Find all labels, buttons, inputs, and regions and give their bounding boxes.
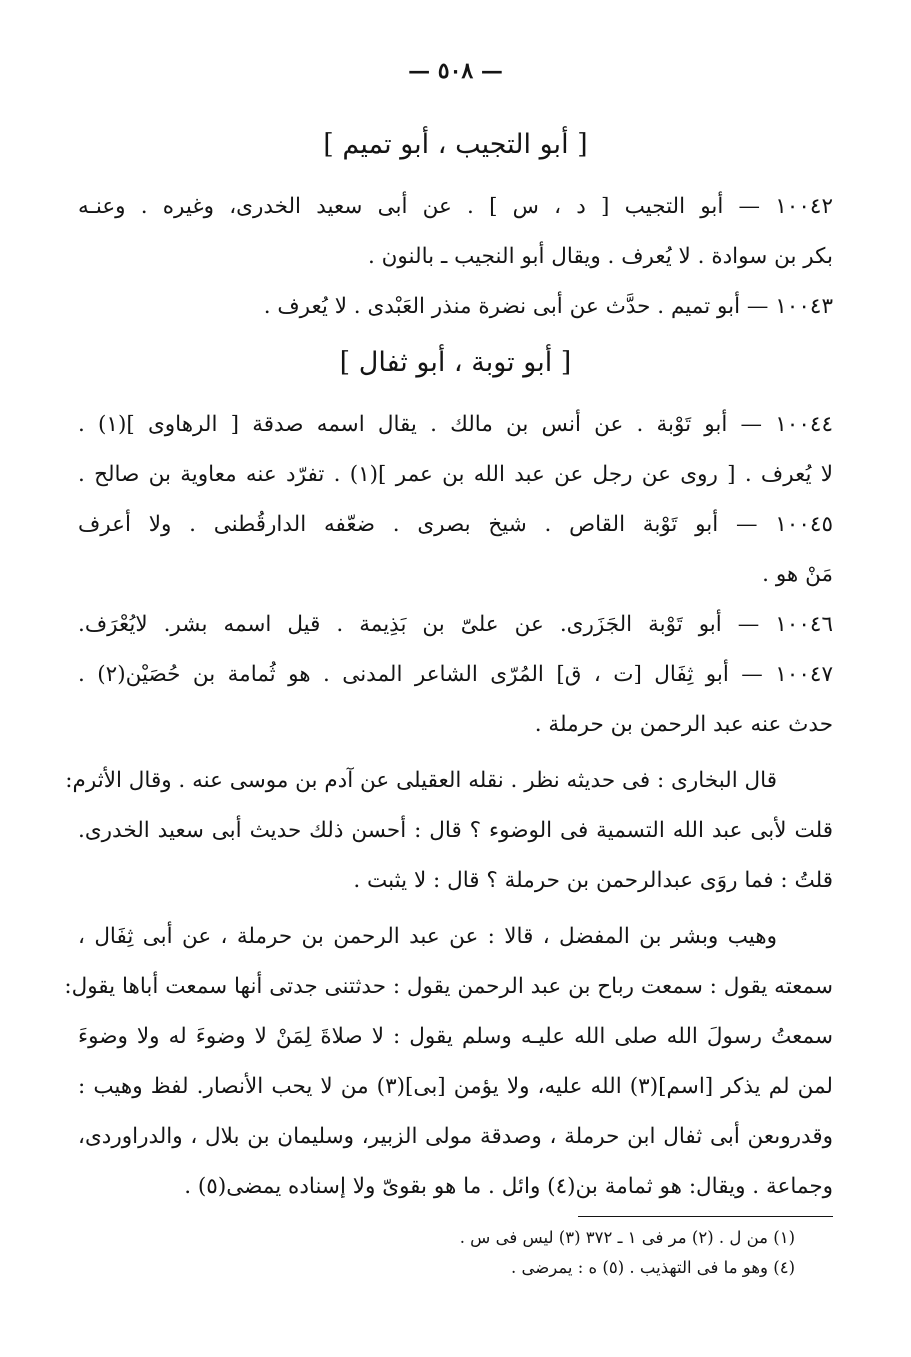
section-heading: [ أبو التجيب ، أبو تميم ] xyxy=(323,129,588,160)
entry-10045-line-1: ١٠٠٤٥ — أبو تَوْبة القاص . شيخ بصرى . ضعّفه الدارقُطنى . ولا أعرف xyxy=(78,512,833,537)
footnote-line-2: (٤) وهو ما فى التهذيب . (٥) ه : يمرضى . xyxy=(510,1258,795,1277)
entry-10044-line-2: لا يُعرف . [ روى عن رجل عن عبد الله بن عمر ](١) . تفرّد عنه معاوية بن صالح . xyxy=(78,462,833,487)
commentary-line-2: قلت لأبى عبد الله التسمية فى الوضوء ؟ قال : أحسن ذلك حديث أبى سعيد الخدرى. xyxy=(78,818,833,843)
entry-10043: ١٠٠٤٣ — أبو تميم . حدَّث عن أبى نضرة منذر العَبْدى . لا يُعرف . xyxy=(263,294,833,319)
commentary-line-8: وقدروىعن أبى ثفال ابن حرملة ، وصدقة مولى الزبير، وسليمان بن بلال ، والدراوردى، xyxy=(78,1124,833,1149)
commentary-line-7: لمن لم يذكر [اسم](٣) الله عليه، ولا يؤمن [بى](٣) من لا يحب الأنصار. لفظ وهيب : xyxy=(78,1074,833,1099)
commentary-line-4: وهيب وبشر بن المفضل ، قالا : عن عبد الرحمن بن حرملة ، عن أبى ثِفَال ، xyxy=(78,924,777,949)
entry-10047-line-2: حدث عنه عبد الرحمن بن حرملة . xyxy=(534,712,833,737)
commentary-line-9: وجماعة . ويقال: هو ثمامة بن(٤) وائل . ما هو بقوىّ ولا إسناده يمضى(٥) . xyxy=(184,1174,833,1199)
section-heading: [ أبو توبة ، أبو ثفال ] xyxy=(339,347,572,378)
entry-10046: ١٠٠٤٦ — أبو تَوْبة الجَزَرى. عن علىّ بن بَذِيمة . قيل اسمه بشر. لايُعْرَف. xyxy=(78,612,833,637)
entry-10042-line-2: بكر بن سوادة . لا يُعرف . ويقال أبو النجيب ـ بالنون . xyxy=(367,244,833,269)
page-number: — ٥٠٨ — xyxy=(408,58,503,84)
footnote-divider xyxy=(578,1216,833,1217)
section-abu-tajib xyxy=(78,122,833,332)
section-abu-tawba xyxy=(64,340,833,1212)
entry-10042-line-1: ١٠٠٤٢ — أبو التجيب [ د ، س ] . عن أبى سعيد الخدرى، وغيره . وعنـه xyxy=(78,194,833,219)
commentary-line-1: قال البخارى : فى حديثه نظر . نقله العقيلى عن آدم بن موسى عنه . وقال الأثرم: xyxy=(65,768,777,793)
commentary-line-6: سمعتُ رسولَ الله صلى الله عليـه وسلم يقول : لا صلاةَ لِمَنْ لا وضوءَ له ولا وضوءَ xyxy=(78,1024,833,1049)
entry-10045-line-2: مَنْ هو . xyxy=(762,562,833,587)
entry-10047-line-1: ١٠٠٤٧ — أبو ثِفَال [ت ، ق] المُرّى الشاعر المدنى . هو ثُمامة بن حُصَيْن(٢) . xyxy=(78,662,833,687)
commentary-line-3: قلتُ : فما روَى عبدالرحمن بن حرملة ؟ قال : لا يثبت . xyxy=(353,868,833,893)
entry-10044-line-1: ١٠٠٤٤ — أبو تَوْبة . عن أنس بن مالك . يقال اسمه صدقة [ الرهاوى ](١) . xyxy=(78,412,833,437)
footnotes xyxy=(78,1223,833,1283)
commentary-line-5: سمعته يقول : سمعت رباح بن عبد الرحمن يقول : حدثتنى جدتى أنها سمعت أباها يقول: xyxy=(64,974,833,999)
footnote-line-1: (١) من ل . (٢) مر فى ١ ـ ٣٧٢ (٣) ليس فى س . xyxy=(459,1228,795,1247)
